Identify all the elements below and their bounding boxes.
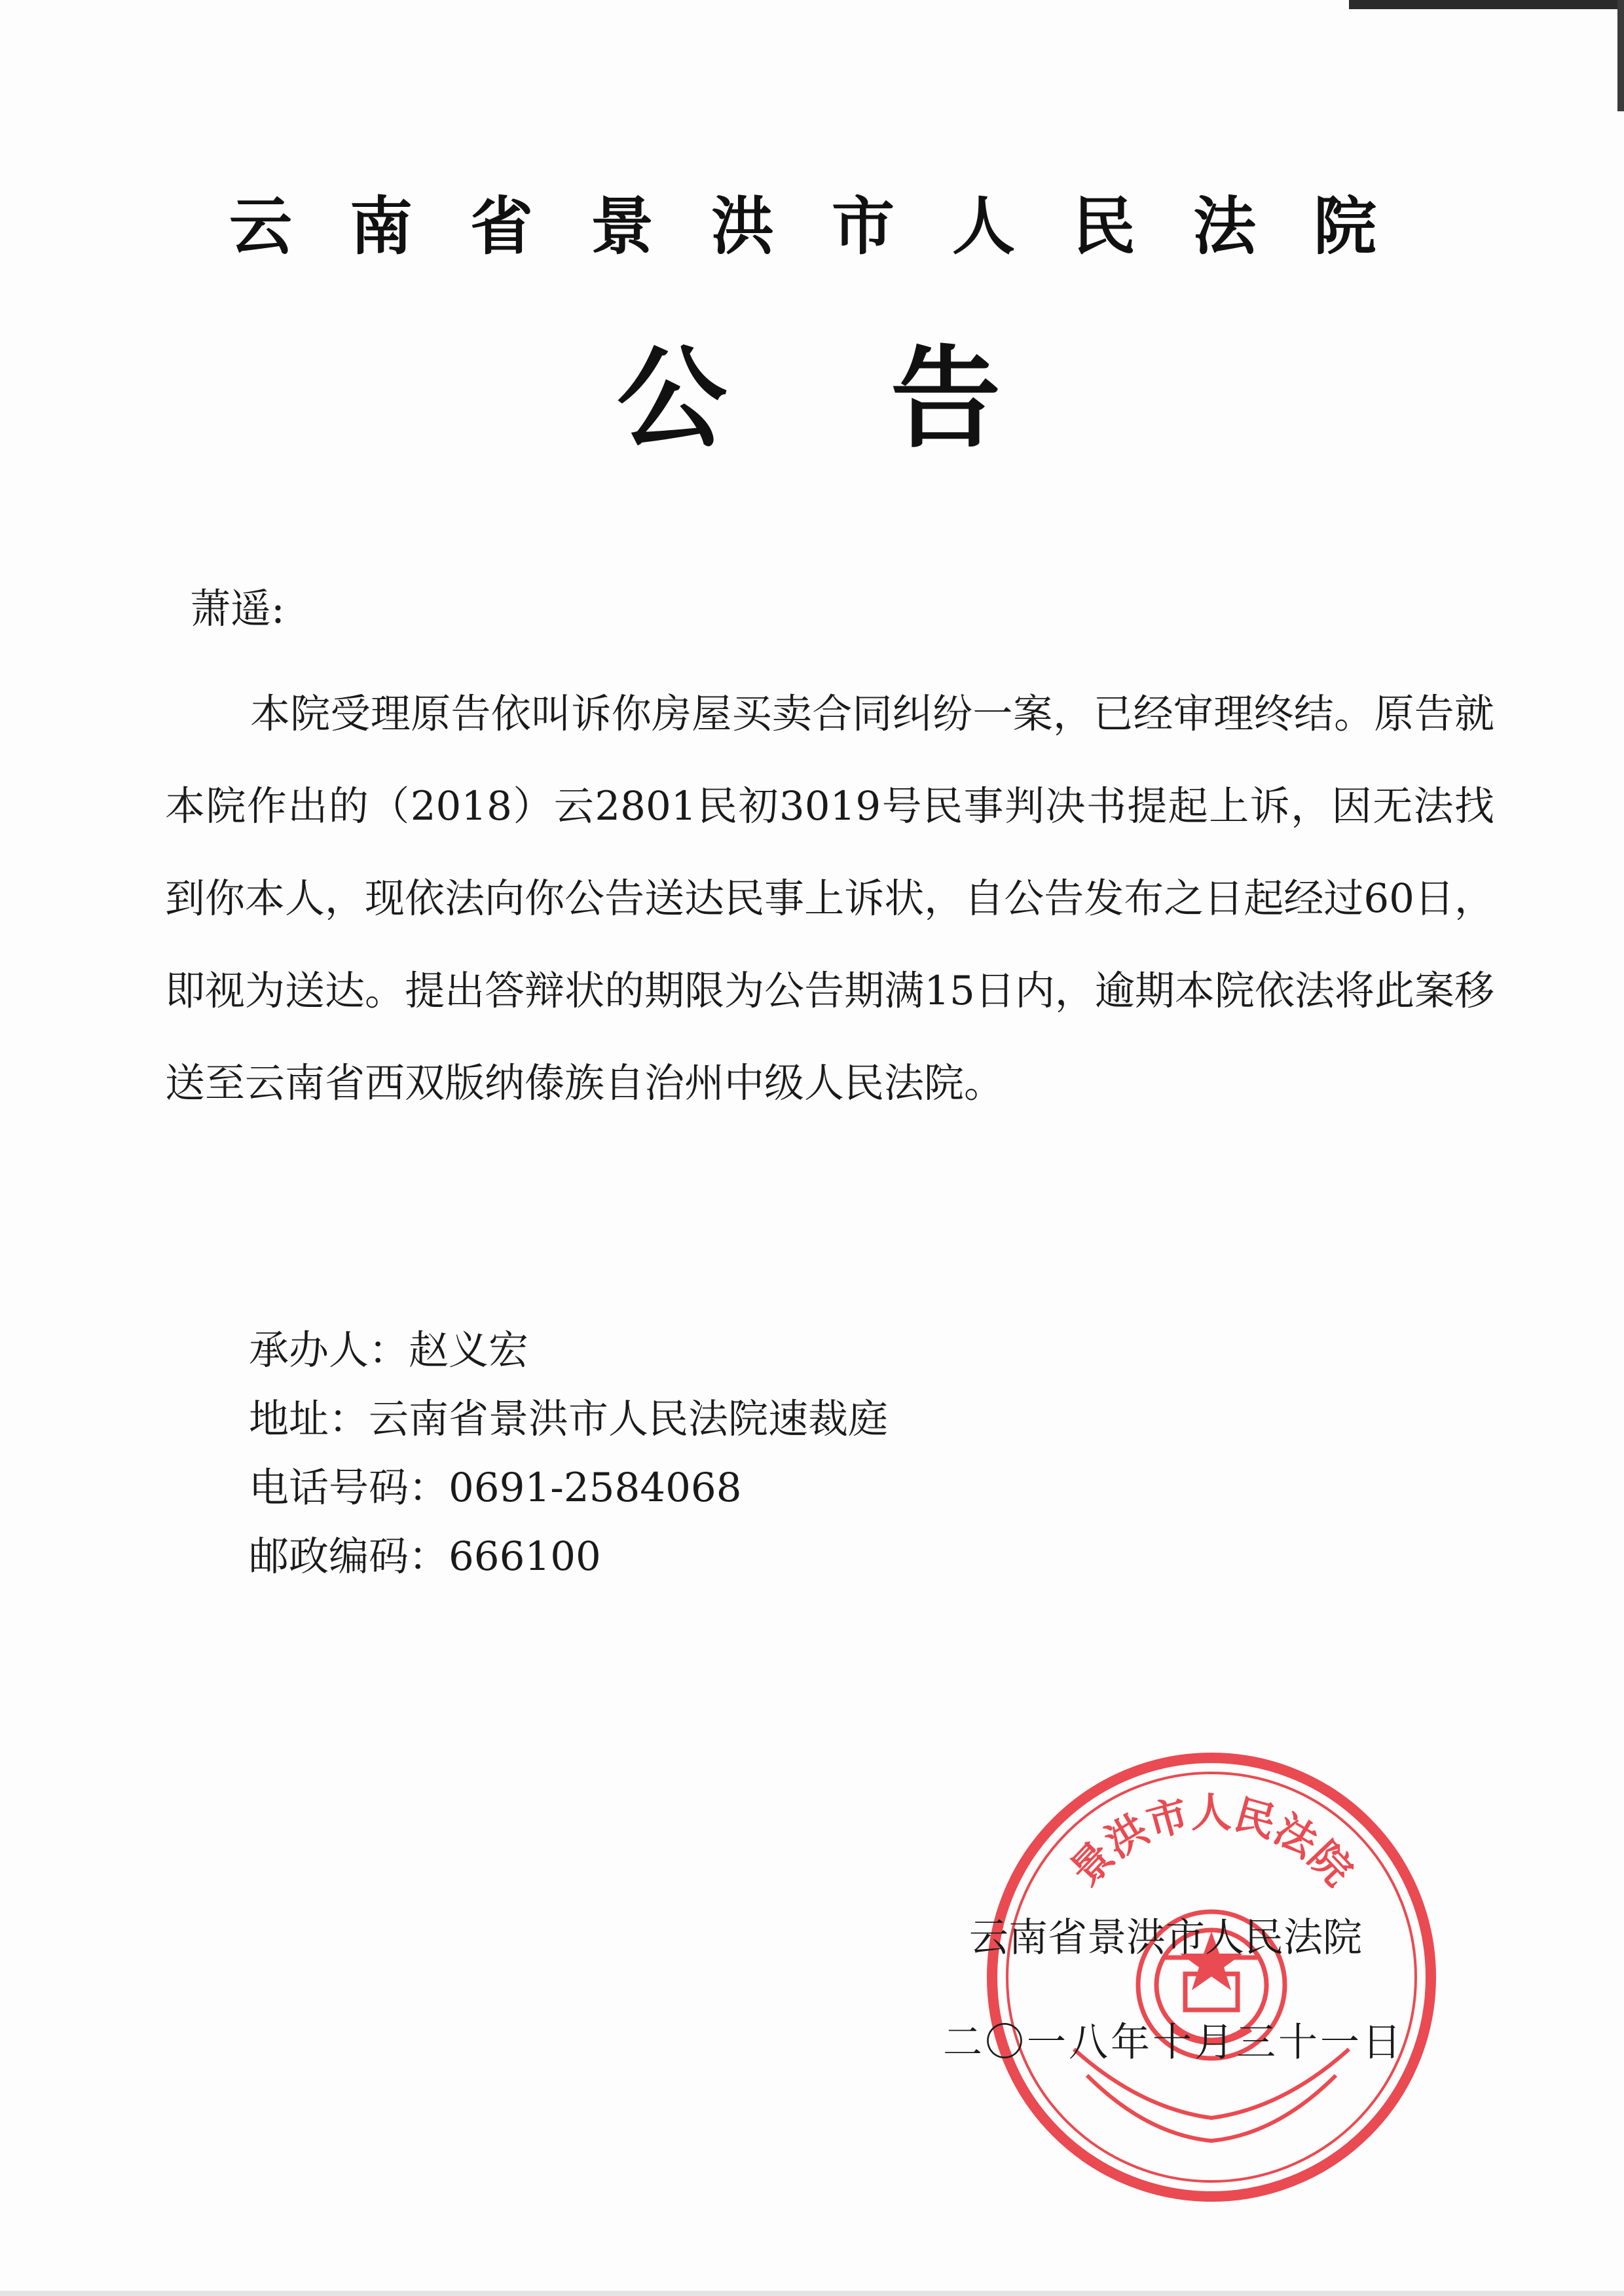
notice-title: 公告 <box>617 333 1164 463</box>
contact-block <box>249 1316 888 1591</box>
scan-edge-top <box>1349 0 1624 9</box>
handler-line: 承办人：赵义宏 <box>249 1327 529 1374</box>
signing-organization: 云南省景洪市人民法院 <box>969 1915 1362 1961</box>
addressee: 萧遥: <box>190 585 285 632</box>
scan-edge-right <box>1617 0 1624 111</box>
seal-text: 景洪市人民法院 <box>1061 1789 1362 1895</box>
postcode-line: 邮政编码：666100 <box>249 1533 601 1580</box>
address-line: 地址：云南省景洪市人民法院速裁庭 <box>249 1396 889 1442</box>
phone-line: 电话号码：0691-2584068 <box>249 1465 742 1511</box>
court-name-heading: 云南省景洪市人民法院 <box>229 189 1434 263</box>
notice-body: 本院受理原告依叫诉你房屋买卖合同纠纷一案，已经审理终结。原告就本院作出的（2018）云2801民初3019号民事判决书提起上诉，因无法找到你本人，现依法向你公告送达民事上诉状，自公告发布之日起经过60日，即视为送达。提出答辩状的期限为公告期满15日内，逾期本院依法将此案移送至云南省西双版纳傣族自治州中级人民法院。 <box>165 691 1494 1106</box>
scan-edge-bottom <box>0 2291 1624 2296</box>
signature-block <box>943 1886 1441 2095</box>
signing-date: 二〇一八年十月三十一日 <box>943 2020 1404 2066</box>
